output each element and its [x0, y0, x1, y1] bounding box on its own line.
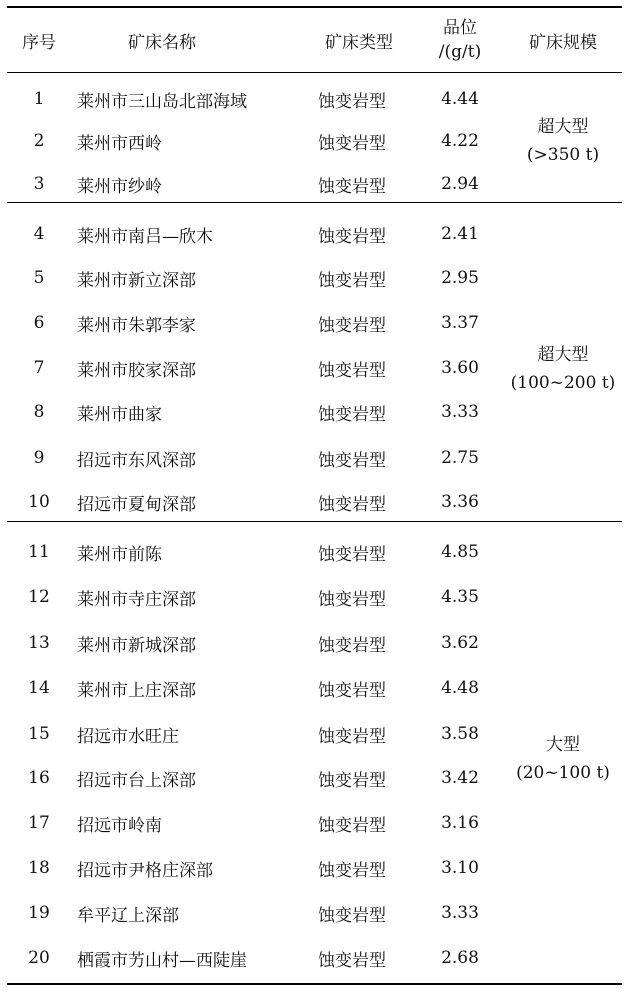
row-type: 蚀变岩型 [318, 635, 386, 656]
row-name: 招远市岭南 [77, 815, 162, 836]
group-divider-1 [7, 202, 622, 203]
group-divider-2 [7, 521, 622, 522]
row-no: 1 [33, 89, 45, 109]
row-name: 莱州市胶家深部 [77, 360, 196, 381]
row-name: 莱州市新立深部 [77, 270, 196, 291]
row-name: 招远市尹格庄深部 [77, 860, 213, 881]
row-name: 莱州市上庄深部 [77, 680, 196, 701]
scale-group-3 [500, 723, 626, 795]
row-type: 蚀变岩型 [318, 770, 386, 791]
row-no: 13 [28, 633, 50, 653]
row-no: 20 [28, 948, 50, 968]
top-rule [7, 6, 622, 8]
row-grade: 4.35 [441, 587, 479, 607]
scale-group-range: (>350 t) [526, 145, 600, 165]
row-name: 招远市台上深部 [77, 770, 196, 791]
row-type: 蚀变岩型 [318, 226, 386, 247]
row-no: 11 [28, 542, 50, 562]
row-no: 2 [33, 131, 45, 151]
row-type: 蚀变岩型 [318, 905, 386, 926]
row-type: 蚀变岩型 [318, 404, 386, 425]
row-grade: 2.94 [441, 174, 479, 194]
row-grade: 4.44 [441, 89, 479, 109]
header-grade [428, 14, 492, 66]
row-name: 莱州市前陈 [77, 544, 162, 565]
row-no: 17 [28, 813, 50, 833]
row-type: 蚀变岩型 [318, 91, 386, 112]
row-name: 招远市水旺庄 [77, 726, 179, 747]
scale-group-label: 大型 [545, 735, 580, 755]
row-type: 蚀变岩型 [318, 176, 386, 197]
row-type: 蚀变岩型 [318, 589, 386, 610]
row-no: 10 [28, 492, 50, 512]
row-no: 7 [33, 358, 45, 378]
row-no: 16 [28, 768, 50, 788]
row-name: 莱州市西岭 [77, 133, 162, 154]
row-name: 莱州市朱郭李家 [77, 315, 196, 336]
row-name: 栖霞市艻山村—西陡崖 [77, 950, 247, 971]
row-name: 莱州市纱岭 [77, 176, 162, 197]
row-grade: 3.62 [441, 633, 479, 653]
row-name: 莱州市寺庄深部 [77, 589, 196, 610]
row-no: 4 [33, 224, 45, 244]
row-grade: 3.10 [441, 858, 479, 878]
row-grade: 2.75 [441, 448, 479, 468]
header-grade-unit: /(g/t) [438, 42, 482, 62]
row-grade: 4.22 [441, 131, 479, 151]
row-type: 蚀变岩型 [318, 726, 386, 747]
row-no: 12 [28, 587, 50, 607]
row-no: 3 [33, 174, 45, 194]
row-grade: 3.33 [441, 903, 479, 923]
row-no: 18 [28, 858, 50, 878]
row-type: 蚀变岩型 [318, 360, 386, 381]
header-type: 矿床类型 [325, 32, 393, 53]
row-type: 蚀变岩型 [318, 544, 386, 565]
scale-group-label: 超大型 [537, 117, 589, 137]
row-grade: 3.58 [441, 724, 479, 744]
scale-group-1 [500, 105, 626, 177]
row-grade: 2.68 [441, 948, 479, 968]
header-scale: 矿床规模 [529, 32, 597, 53]
row-type: 蚀变岩型 [318, 860, 386, 881]
header-grade-label: 品位 [443, 18, 477, 38]
row-grade: 4.85 [441, 542, 479, 562]
row-grade: 3.37 [441, 313, 479, 333]
row-name: 莱州市南吕—欣木 [77, 226, 213, 247]
row-no: 8 [33, 402, 45, 422]
row-type: 蚀变岩型 [318, 133, 386, 154]
row-no: 9 [33, 448, 45, 468]
row-type: 蚀变岩型 [318, 815, 386, 836]
header-name: 矿床名称 [128, 32, 196, 53]
row-grade: 2.41 [441, 224, 479, 244]
row-type: 蚀变岩型 [318, 950, 386, 971]
scale-group-2 [500, 333, 626, 405]
row-name: 牟平辽上深部 [77, 905, 179, 926]
row-name: 招远市东风深部 [77, 450, 196, 471]
bottom-rule [7, 983, 622, 985]
row-name: 招远市夏甸深部 [77, 494, 196, 515]
row-name: 莱州市曲家 [77, 404, 162, 425]
row-grade: 3.60 [441, 358, 479, 378]
row-no: 14 [28, 678, 50, 698]
row-grade: 2.95 [441, 268, 479, 288]
row-name: 莱州市新城深部 [77, 635, 196, 656]
row-type: 蚀变岩型 [318, 494, 386, 515]
row-grade: 3.42 [441, 768, 479, 788]
row-no: 15 [28, 724, 50, 744]
scale-group-range: (20~100 t) [516, 763, 610, 783]
row-grade: 3.16 [441, 813, 479, 833]
row-name: 莱州市三山岛北部海域 [77, 91, 247, 112]
row-type: 蚀变岩型 [318, 450, 386, 471]
row-type: 蚀变岩型 [318, 680, 386, 701]
row-type: 蚀变岩型 [318, 315, 386, 336]
row-no: 6 [33, 313, 45, 333]
scale-group-range: (100~200 t) [510, 373, 616, 393]
row-no: 19 [28, 903, 50, 923]
header-no: 序号 [22, 32, 56, 53]
row-grade: 3.36 [441, 492, 479, 512]
header-rule [7, 72, 622, 73]
row-no: 5 [33, 268, 45, 288]
scale-group-label: 超大型 [537, 345, 589, 365]
row-grade: 4.48 [441, 678, 479, 698]
row-grade: 3.33 [441, 402, 479, 422]
row-type: 蚀变岩型 [318, 270, 386, 291]
